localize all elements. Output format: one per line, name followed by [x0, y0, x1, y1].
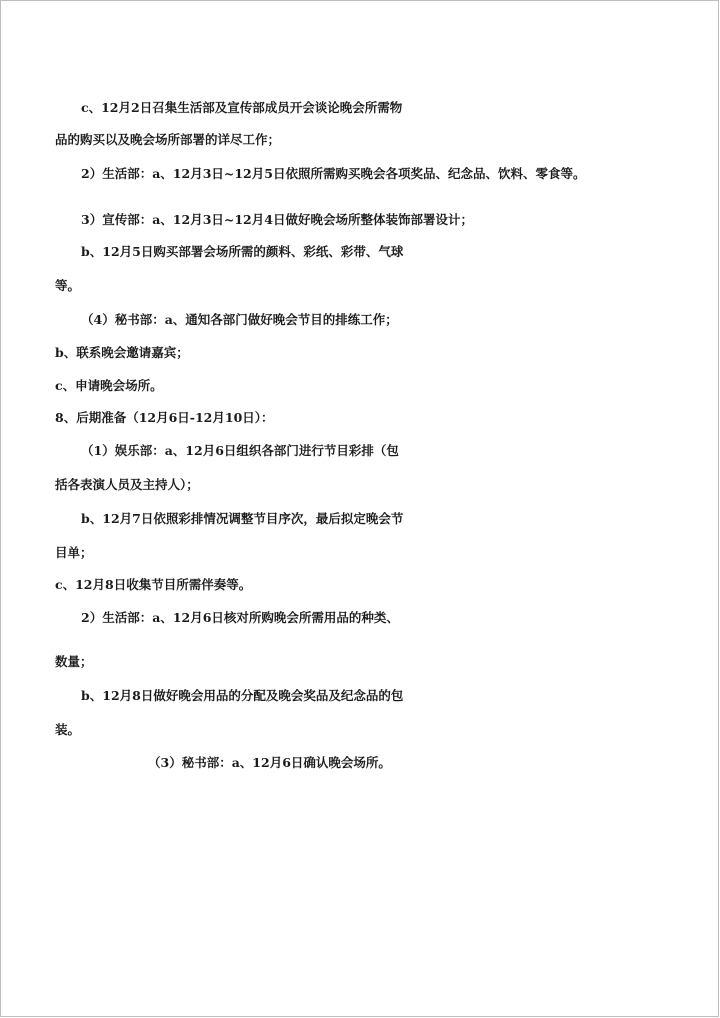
text-line: b、12月7日依照彩排情况调整节目序次，最后拟定晚会节	[81, 511, 404, 526]
text-line: b、12月5日购买部署会场所需的颜料、彩纸、彩带、气球	[81, 244, 404, 259]
text-line: c、12月8日收集节目所需伴奏等。	[55, 577, 252, 592]
text-line: c、申请晚会场所。	[55, 378, 163, 393]
text-line: b、12月8日做好晚会用品的分配及晚会奖品及纪念品的包	[81, 688, 404, 703]
text-line: 2）生活部：a、12月3日~12月5日依照所需购买晚会各项奖品、纪念品、饮料、零食等。	[81, 166, 586, 181]
text-line: （1）娱乐部：a、12月6日组织各部门进行节目彩排（包	[81, 443, 399, 458]
text-line: 品的购买以及晚会场所部署的详尽工作；	[55, 132, 281, 147]
text-line: （3）秘书部：a、12月6日确认晚会场所。	[148, 755, 391, 770]
text-line: 目单；	[55, 545, 93, 560]
text-line: b、联系晚会邀请嘉宾；	[55, 345, 189, 360]
text-line: 3）宣传部：a、12月3日~12月4日做好晚会场所整体装饰部署设计；	[81, 212, 473, 227]
text-line: （4）秘书部：a、通知各部门做好晚会节目的排练工作；	[81, 312, 398, 327]
text-line: 数量；	[55, 654, 93, 669]
text-line: c、12月2日召集生活部及宣传部成员开会谈论晚会所需物	[81, 100, 403, 115]
text-line: 括各表演人员及主持人）；	[55, 477, 199, 492]
text-line: 装。	[55, 722, 81, 737]
text-line: 2）生活部：a、12月6日核对所购晚会所需用品的种类、	[81, 610, 399, 625]
text-line: 等。	[55, 278, 81, 293]
section-heading: 8、后期准备（12月6日-12月10日）：	[55, 410, 274, 425]
